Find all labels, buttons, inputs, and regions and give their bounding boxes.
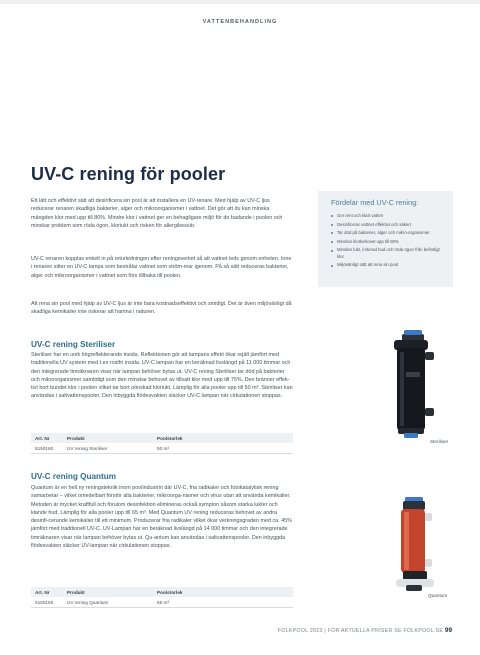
cell-poolstorlek: 50 m³ [153, 443, 293, 454]
table-header-row [31, 587, 293, 597]
table-header-row [31, 433, 293, 443]
page-number: 99 [444, 627, 452, 634]
benefit-item: Minskar lukt, irriterad hud och röda ögon från befintligt klor [331, 247, 447, 260]
benefit-item: Desinficerar vattnet effektivt och säkert [331, 222, 447, 228]
steriliser-product-image [386, 330, 438, 438]
col-poolstorlek: Poolstorlek [153, 587, 293, 597]
top-rule [0, 0, 480, 4]
col-poolstorlek: Poolstorlek [153, 433, 293, 443]
cell-produkt: UV rening Quantum [63, 597, 153, 608]
cell-poolstorlek: 65 m³ [153, 597, 293, 608]
quantum-table [31, 587, 293, 608]
benefit-item: Ger rent och klart vatten [331, 213, 447, 219]
cell-art-nr: 5150150 [31, 597, 63, 608]
benefit-item: Tar död på bakterier, alger och mikro-organismer [331, 230, 447, 236]
section-label: VATTENBEHANDLING [202, 19, 278, 25]
col-produkt: Produkt [63, 587, 153, 597]
quantum-heading: UV-C rening Quantum [31, 472, 117, 481]
page-footer [278, 627, 452, 634]
benefits-list [331, 213, 447, 271]
steriliser-heading: UV-C rening Steriliser [31, 340, 116, 349]
table-row [31, 443, 293, 454]
table-row [31, 597, 293, 608]
steriliser-caption: Steriliser [430, 439, 449, 444]
steriliser-table [31, 433, 293, 454]
quantum-body: Quantum är en helt ny reningsteknik inom poolindustrin där UV-C, fria radikaler och fotokatalytisk rening samarbetar – vilket omedelbart förstör alla bakterier, mikroorga-nismer och virus utan att använda kemikalier. Metoden är mycket kraftfull och förulom desinfektion elimineras också sympton såsom starka lukter och klande hud. Lämplig för alla pooler upp till 65 m³. Med Quantum UV rening reduceras behovet av andra desinfi-cerande kemikalier till ett minimum. Producerar fria radikaler vilket ökar verkningsgraden med ca. 45% jämfört med traditionell UV-C. UV-Lampan har en beräknad livslängd på 14 000 timmar och den integrerade timräknaren visar när lampan behöver bytas ut. Qu-antum kan användas i saltvattenspooler. Den inbyggda flödesvakten släcker UV-lampan när cirkulationen stoppas. [31, 485, 292, 550]
steriliser-body: Steriliser har en unik högreflekterande insida. Reflektionen gör att lampans effekt ökar rejält jämfört med traditionella UV system med t.ex rostfri insida. UV-C lampan har en beräknad livslängd på 11 000 timmar och den integrerade timräknaren visar när lampan behöver bytas ut. UV-C rening Steriliser tar död på bakterier och mikroorganismer samtidigt som den minskar behovet av tillsatt klor med upp till 75%. Den bränner effek-tivt bort bundet klor i poolen vilket tar bort oönskad klorlukt. Lämplig för alla pooler upp till 50 m³. Steriliser kan användas i saltvattenspooler. Den inbyggda flödesvakten släcker UV-C lampan när cirkulationen stoppas. [31, 352, 293, 400]
col-produkt: Produkt [63, 433, 153, 443]
intro-paragraph-1: Ett lätt och effektivt sätt att desinficera sin pool är att installera en UV-renare. Med hjälp av UV-C ljus reducerar renaren skadliga bakterier, alger och mikroorganismer i vattnet. Det gör att du kan minska mängden klor med upp till 80%. Mindre klor i vattnet ger en behagligare miljö för de badande i poolen och minskar problem som röda ögon, kloriukt och risken för allergibesvär. [31, 198, 283, 229]
cell-art-nr: 5150160 [31, 443, 63, 454]
quantum-product-image [390, 497, 440, 593]
benefits-title: Fördelar med UV-C rening: [331, 198, 419, 207]
col-art-nr: Art. Nr [31, 433, 63, 443]
page-title: UV-C rening för pooler [31, 164, 226, 184]
benefit-item: Minskar klorbehovet upp till 80% [331, 239, 447, 245]
intro-paragraph-3: Att rena sin pool med hjälp av UV-C ljus är inte bara kostnadseffektivt och smidigt. Det är även miljövänligt då skadliga kemikalier inte riskerar att hamna i naturen. [31, 301, 292, 316]
footer-text: FOLKPOOL 2023 | FÖR AKTUELLA PRISER SE FOLKPOOL.SE [277, 628, 444, 634]
quantum-caption: Quantum [428, 593, 448, 598]
cell-produkt: UV rening Steriliser [63, 443, 153, 454]
benefit-item: Miljövänligt sätt att rena sin pool [331, 262, 447, 268]
col-art-nr: Art. Nr [31, 587, 63, 597]
intro-paragraph-2: UV-C renaren kopplas enkelt in på returledningen efter reningsverket så att vattnet leds genom enheten. Inne i renaren sitter en UV-C lampa som bestrålar vattnet som ström-mar igenom. På så sätt reduceras bakterier, alger och mikroorganismer i vattnet som förs tillbaka till poolen. [31, 256, 292, 279]
